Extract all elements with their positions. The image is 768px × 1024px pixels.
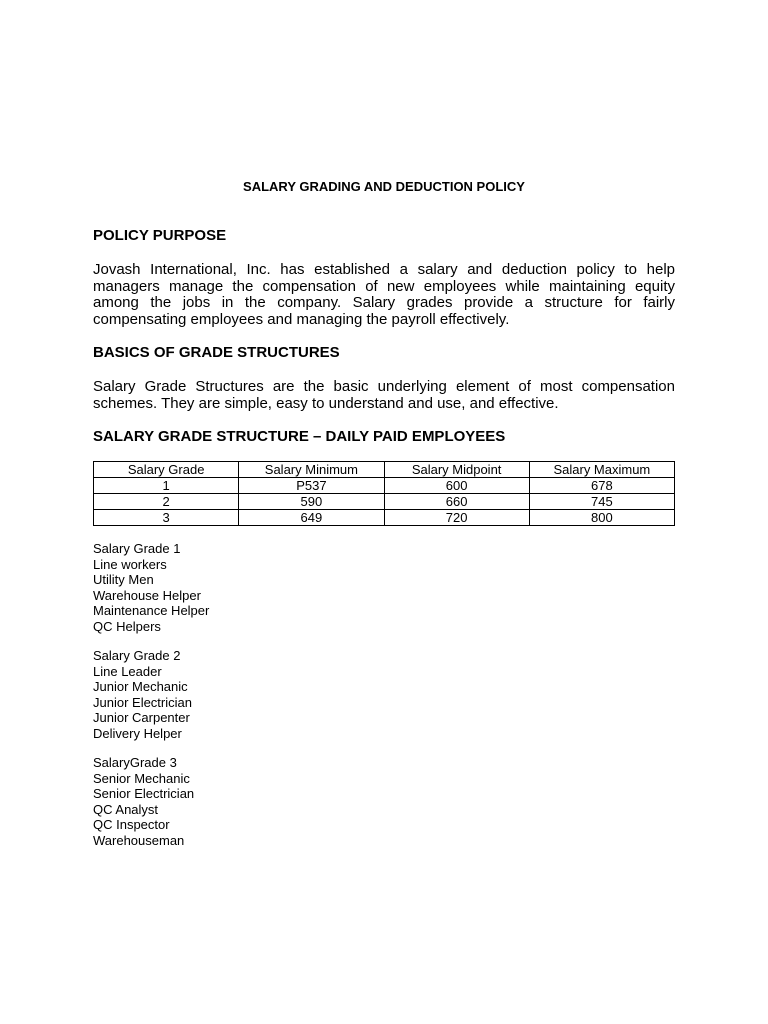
list-item: Warehouseman [93, 832, 185, 848]
policy-purpose-text: Jovash International, Inc. has established a salary and deduction policy to help managers manage the compensation of new employees while maintaining equity among the jobs in the company. Salary grades provide a structure for fairly compensating employees and managing the payroll effectively. [93, 261, 675, 329]
table-cell: 720 [384, 510, 529, 526]
table-cell: 649 [239, 510, 384, 526]
list-item: Junior Carpenter [93, 710, 190, 725]
table-cell: 678 [529, 478, 674, 494]
list-item: Warehouse Helper [93, 587, 201, 603]
salary-grade-1-list [93, 541, 209, 634]
grade-structures-heading: BASICS OF GRADE STRUCTURES [93, 344, 340, 361]
list-item: Junior Electrician [93, 694, 192, 710]
list-item: Senior Mechanic [93, 770, 190, 786]
grade-group-title: Salary Grade 2 [93, 648, 181, 663]
list-item: Utility Men [93, 572, 154, 587]
list-item: Maintenance Helper [93, 603, 210, 618]
table-cell: 2 [94, 494, 239, 510]
list-item: QC Helpers [93, 618, 161, 634]
table-cell: 660 [384, 494, 529, 510]
table-cell: 600 [384, 478, 529, 494]
list-item: Line Leader [93, 663, 162, 679]
table-row [94, 510, 675, 526]
table-header-row [94, 462, 675, 478]
list-item: Line workers [93, 556, 167, 572]
table-row [94, 478, 675, 494]
grade-group-title: Salary Grade 1 [93, 541, 181, 556]
policy-purpose-heading: POLICY PURPOSE [93, 227, 227, 244]
table-row [94, 494, 675, 510]
table-cell: 800 [529, 510, 674, 526]
table-header-cell: Salary Minimum [239, 462, 384, 478]
list-item: Junior Mechanic [93, 679, 188, 694]
document-title: SALARY GRADING AND DEDUCTION POLICY [243, 179, 525, 194]
daily-paid-heading: SALARY GRADE STRUCTURE – DAILY PAID EMPLOYEES [93, 428, 506, 445]
salary-grade-3-list [93, 755, 194, 848]
table-cell: P537 [239, 478, 384, 494]
table-cell: 1 [94, 478, 239, 494]
list-item: Delivery Helper [93, 725, 182, 741]
table-cell: 745 [529, 494, 674, 510]
list-item: QC Analyst [93, 801, 159, 817]
table-cell: 3 [94, 510, 239, 526]
grade-group-title: SalaryGrade 3 [93, 755, 177, 770]
list-item: QC Inspector [93, 817, 170, 832]
table-header-cell: Salary Grade [94, 462, 239, 478]
table-cell: 590 [239, 494, 384, 510]
salary-grade-table [93, 461, 675, 526]
list-item: Senior Electrician [93, 786, 195, 801]
salary-grade-2-list [93, 648, 192, 741]
grade-structures-text: Salary Grade Structures are the basic underlying element of most compensation schemes. They are simple, easy to understand and use, and effective. [93, 378, 675, 412]
table-header-cell: Salary Midpoint [384, 462, 529, 478]
table-header-cell: Salary Maximum [529, 462, 674, 478]
